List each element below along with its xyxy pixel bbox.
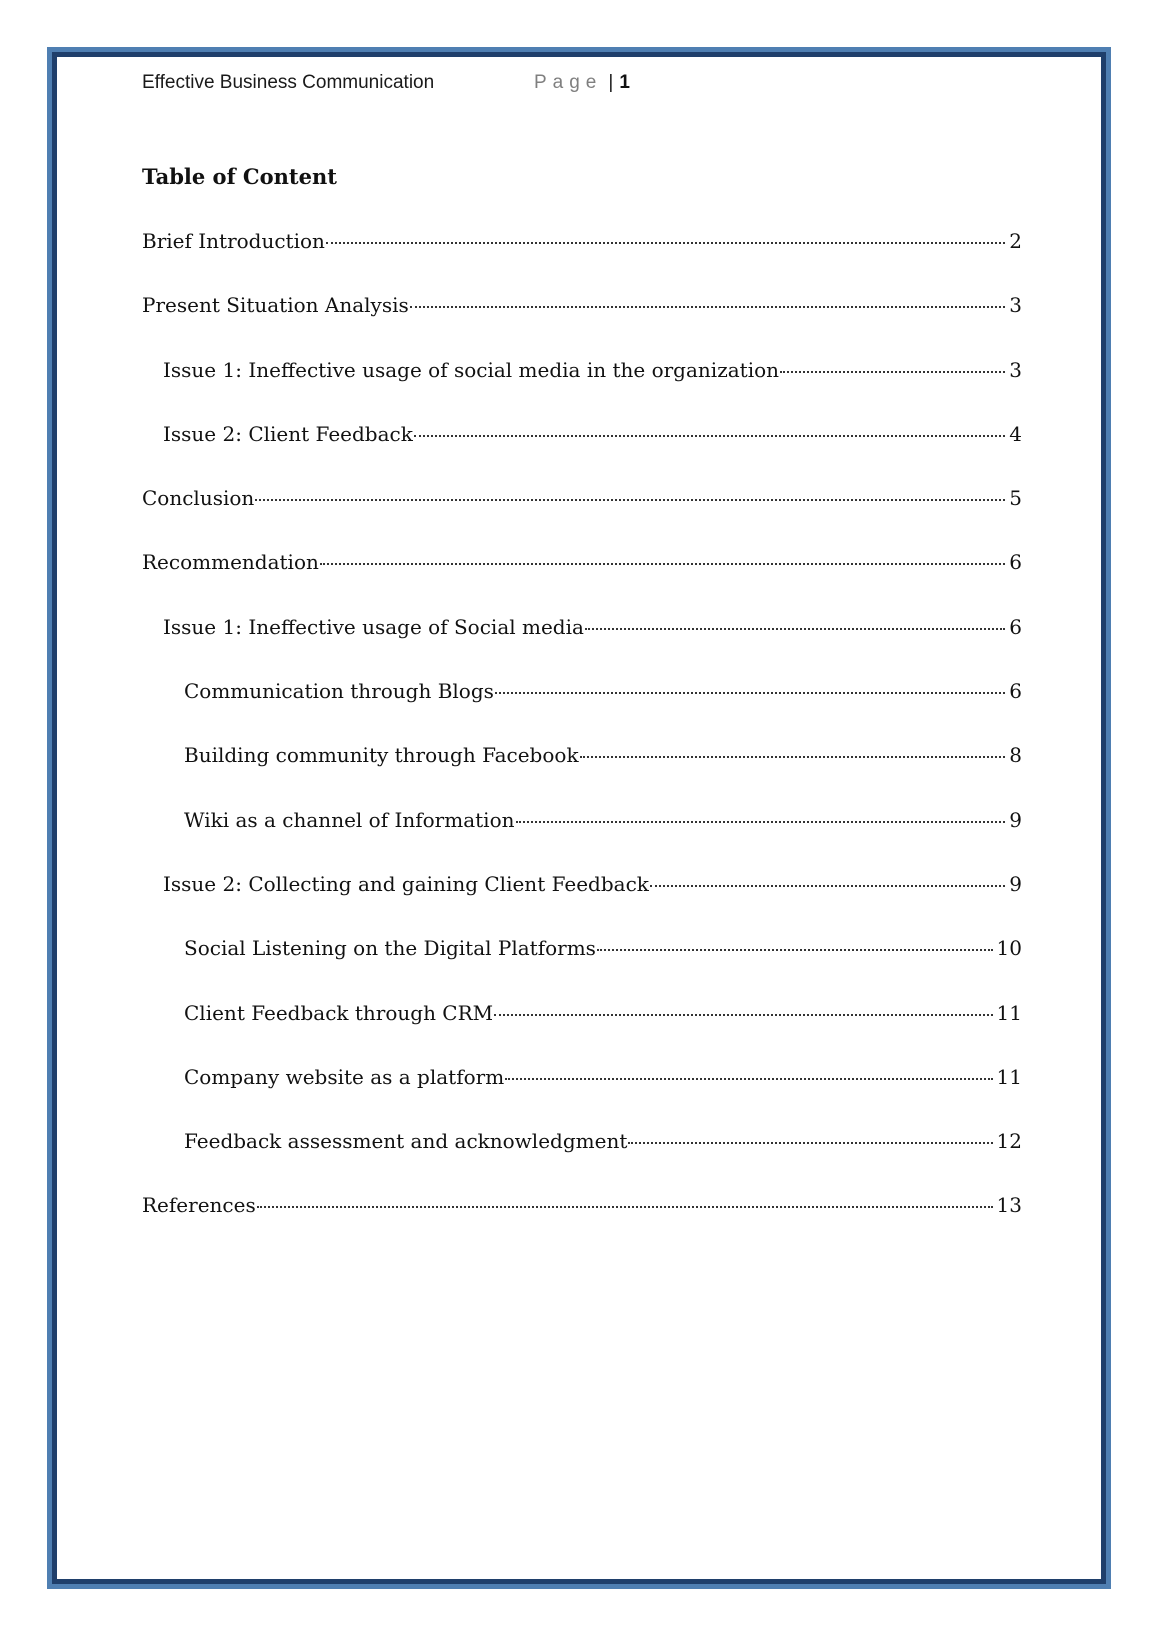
toc-entry-label: Issue 1: Ineffective usage of social media in the organization (163, 357, 780, 382)
toc-entry-label: Present Situation Analysis (142, 293, 409, 318)
toc-dot-leader (628, 1142, 992, 1144)
toc-entry-page-number: 12 (996, 1129, 1022, 1154)
toc-entry-label: Issue 2: Client Feedback (163, 421, 413, 446)
toc-dot-leader (650, 885, 1005, 887)
toc-entry-page-number: 11 (996, 1064, 1022, 1089)
toc-entry-label: Conclusion (142, 486, 255, 511)
toc-dot-leader (257, 1206, 993, 1208)
page-separator: | (608, 72, 614, 93)
toc-entry-label: Social Listening on the Digital Platforms (184, 936, 596, 961)
page-header (142, 70, 842, 96)
toc-entry-label: References (142, 1193, 256, 1218)
toc-entry-label: Building community through Facebook (184, 743, 579, 768)
toc-entry-label: Recommendation (142, 550, 319, 575)
toc-entry[interactable] (142, 355, 1022, 419)
document-title: Effective Business Communication (142, 72, 435, 93)
toc-entry-page-number: 13 (996, 1193, 1022, 1218)
toc-entry-page-number: 3 (1009, 293, 1022, 318)
page-number: 1 (619, 72, 630, 93)
toc-entry[interactable] (142, 998, 1022, 1062)
toc-heading: Table of Content (142, 164, 337, 189)
toc-entry[interactable] (142, 1062, 1022, 1126)
toc-entry-page-number: 9 (1009, 871, 1022, 896)
toc-dot-leader (326, 242, 1005, 244)
toc-entry[interactable] (142, 805, 1022, 869)
toc-entry-page-number: 6 (1009, 679, 1022, 704)
toc-dot-leader (255, 499, 1005, 501)
toc-entry-label: Feedback assessment and acknowledgment (184, 1129, 628, 1154)
toc-entry[interactable] (142, 933, 1022, 997)
toc-entry-page-number: 4 (1009, 421, 1022, 446)
toc-entry-label: Wiki as a channel of Information (184, 807, 515, 832)
toc-entry-label: Client Feedback through CRM (184, 1000, 494, 1025)
page-indicator (534, 70, 630, 96)
toc-entry-page-number: 6 (1009, 614, 1022, 639)
toc-entry[interactable] (142, 869, 1022, 933)
toc-dot-leader (780, 371, 1005, 373)
toc-dot-leader (494, 1014, 992, 1016)
toc-dot-leader (505, 1078, 992, 1080)
page-word: Page (534, 72, 603, 93)
toc-entry-page-number: 6 (1009, 550, 1022, 575)
toc-entry[interactable] (142, 483, 1022, 547)
toc-entry[interactable] (142, 676, 1022, 740)
toc-entry-label: Issue 1: Ineffective usage of Social media (163, 614, 584, 639)
toc-entry-page-number: 5 (1009, 486, 1022, 511)
toc-entry[interactable] (142, 1190, 1022, 1254)
toc-dot-leader (580, 756, 1006, 758)
toc-dot-leader (410, 306, 1006, 308)
toc-dot-leader (516, 821, 1006, 823)
toc-entry-label: Company website as a platform (184, 1064, 505, 1089)
toc-dot-leader (414, 435, 1005, 437)
toc-entry-page-number: 8 (1009, 743, 1022, 768)
toc-entry[interactable] (142, 612, 1022, 676)
toc-dot-leader (585, 628, 1005, 630)
toc-entry[interactable] (142, 226, 1022, 290)
toc-dot-leader (320, 563, 1005, 565)
toc-dot-leader (495, 692, 1005, 694)
toc-dot-leader (597, 949, 993, 951)
toc-entry[interactable] (142, 419, 1022, 483)
toc-entry-page-number: 3 (1009, 357, 1022, 382)
toc-entry-page-number: 11 (996, 1000, 1022, 1025)
toc-entry[interactable] (142, 740, 1022, 804)
table-of-contents (142, 226, 1022, 1255)
toc-entry[interactable] (142, 547, 1022, 611)
toc-entry-label: Communication through Blogs (184, 679, 494, 704)
toc-entry-page-number: 9 (1009, 807, 1022, 832)
toc-entry[interactable] (142, 1126, 1022, 1190)
toc-entry[interactable] (142, 290, 1022, 354)
toc-entry-page-number: 2 (1009, 229, 1022, 253)
toc-entry-page-number: 10 (996, 936, 1022, 961)
toc-entry-label: Issue 2: Collecting and gaining Client Feedback (163, 871, 649, 896)
toc-entry-label: Brief Introduction (142, 229, 325, 253)
